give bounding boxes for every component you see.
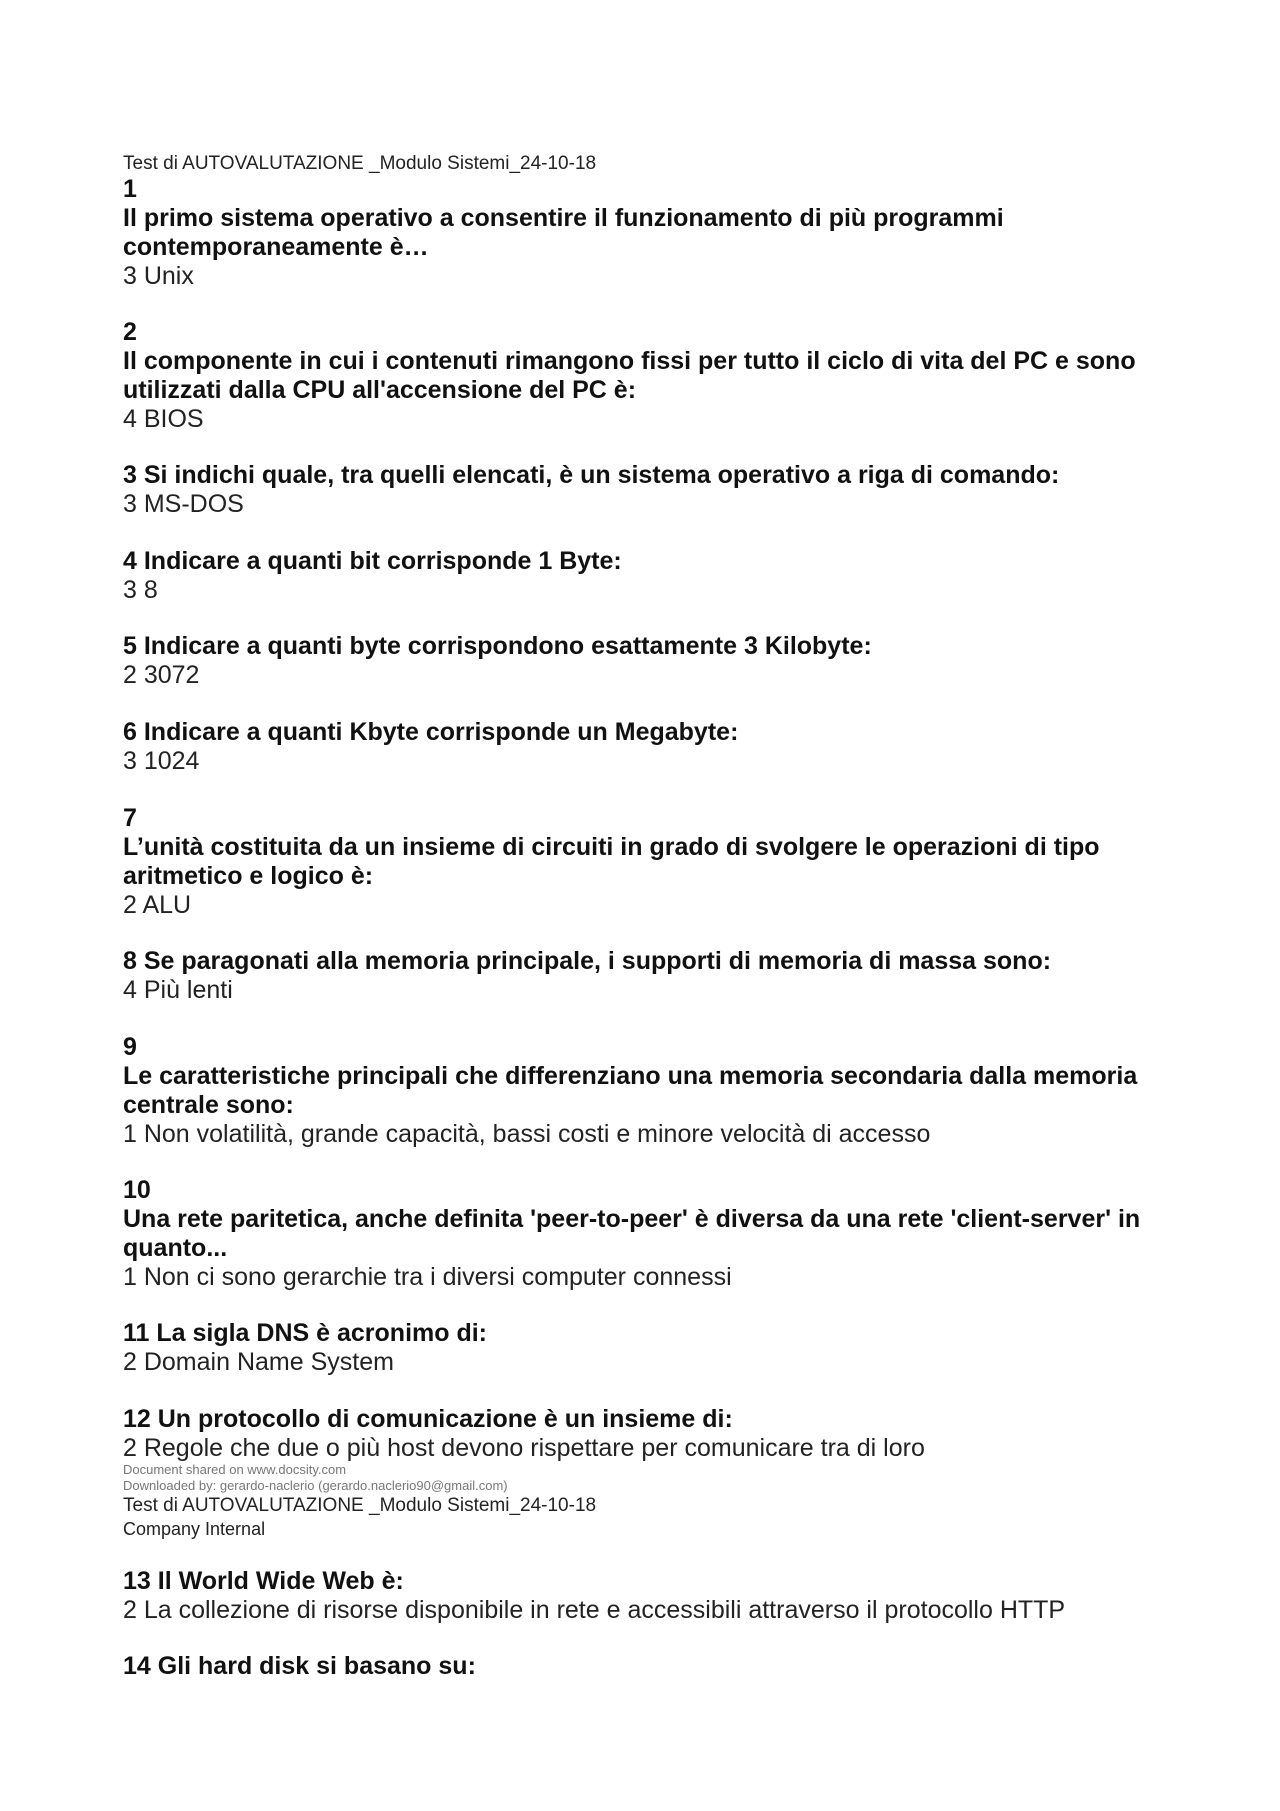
question-block-12 <box>123 1405 1163 1463</box>
question-text: Il componente in cui i contenuti rimangono fissi per tutto il ciclo di vita del PC e sono utilizzati dalla CPU all'accensione del PC è: <box>123 347 1136 404</box>
document-title: Test di AUTOVALUTAZIONE _Modulo Sistemi_24-10-18 <box>123 153 597 174</box>
answer-text: 1 Non volatilità, grande capacità, bassi costi e minore velocità di accesso <box>123 1120 931 1148</box>
question-block-10 <box>123 1176 1163 1292</box>
question-text: 11 La sigla DNS è acronimo di: <box>123 1319 488 1347</box>
answer-text: 2 La collezione di risorse disponibile in rete e accessibili attraverso il protocollo HTTP <box>123 1596 1066 1624</box>
question-block-6 <box>123 718 1163 776</box>
answer-text: 2 ALU <box>123 891 192 919</box>
footer-downloaded-note: Downloaded by: gerardo-naclerio (gerardo.naclerio90@gmail.com) <box>123 1478 508 1493</box>
question-text: 14 Gli hard disk si basano su: <box>123 1652 476 1680</box>
answer-text: 4 BIOS <box>123 405 204 433</box>
question-text: L’unità costituita da un insieme di circuiti in grado di svolgere le operazioni di tipo aritmetico e logico è: <box>123 833 1100 890</box>
question-text: 6 Indicare a quanti Kbyte corrisponde un Megabyte: <box>123 718 739 746</box>
question-block-11 <box>123 1319 1163 1377</box>
question-block-3 <box>123 461 1163 519</box>
answer-text: 3 MS-DOS <box>123 490 244 518</box>
question-number: 2 <box>123 318 137 346</box>
page2-title: Test di AUTOVALUTAZIONE _Modulo Sistemi_24-10-18 <box>123 1495 597 1516</box>
question-text: 4 Indicare a quanti bit corrisponde 1 Byte: <box>123 547 622 575</box>
question-block-14 <box>123 1652 1163 1681</box>
question-number: 1 <box>123 175 137 203</box>
question-text: Il primo sistema operativo a consentire il funzionamento di più programmi contemporaneamente è… <box>123 204 1004 261</box>
answer-text: 3 8 <box>123 576 158 604</box>
question-text: 5 Indicare a quanti byte corrispondono esattamente 3 Kilobyte: <box>123 632 872 660</box>
question-block-4 <box>123 547 1163 605</box>
question-number: 7 <box>123 804 137 832</box>
answer-text: 3 Unix <box>123 262 194 290</box>
question-text: 12 Un protocollo di comunicazione è un insieme di: <box>123 1405 733 1433</box>
question-text: 13 Il World Wide Web è: <box>123 1567 404 1595</box>
question-block-5 <box>123 632 1163 690</box>
answer-text: 3 1024 <box>123 747 200 775</box>
question-block-2 <box>123 318 1163 434</box>
question-block-7 <box>123 804 1163 920</box>
question-block-13 <box>123 1567 1163 1625</box>
answer-text: 2 Regole che due o più host devono rispettare per comunicare tra di loro <box>123 1434 925 1462</box>
question-block-1 <box>123 175 1163 291</box>
question-block-9 <box>123 1033 1163 1149</box>
answer-text: 2 Domain Name System <box>123 1348 394 1376</box>
question-text: 8 Se paragonati alla memoria principale, i supporti di memoria di massa sono: <box>123 947 1052 975</box>
question-number: 10 <box>123 1176 151 1204</box>
question-block-8 <box>123 947 1163 1005</box>
answer-text: 2 3072 <box>123 661 200 689</box>
answer-text: 1 Non ci sono gerarchie tra i diversi computer connessi <box>123 1263 732 1291</box>
question-text: 3 Si indichi quale, tra quelli elencati, è un sistema operativo a riga di comando: <box>123 461 1060 489</box>
footer-shared-note: Document shared on www.docsity.com <box>123 1462 347 1477</box>
question-text: Una rete paritetica, anche definita 'peer-to-peer' è diversa da una rete 'client-server' in quanto... <box>123 1205 1141 1262</box>
classification-label: Company Internal <box>123 1519 266 1539</box>
question-number: 9 <box>123 1033 137 1061</box>
question-text: Le caratteristiche principali che differenziano una memoria secondaria dalla memoria centrale sono: <box>123 1062 1138 1119</box>
answer-text: 4 Più lenti <box>123 976 233 1004</box>
